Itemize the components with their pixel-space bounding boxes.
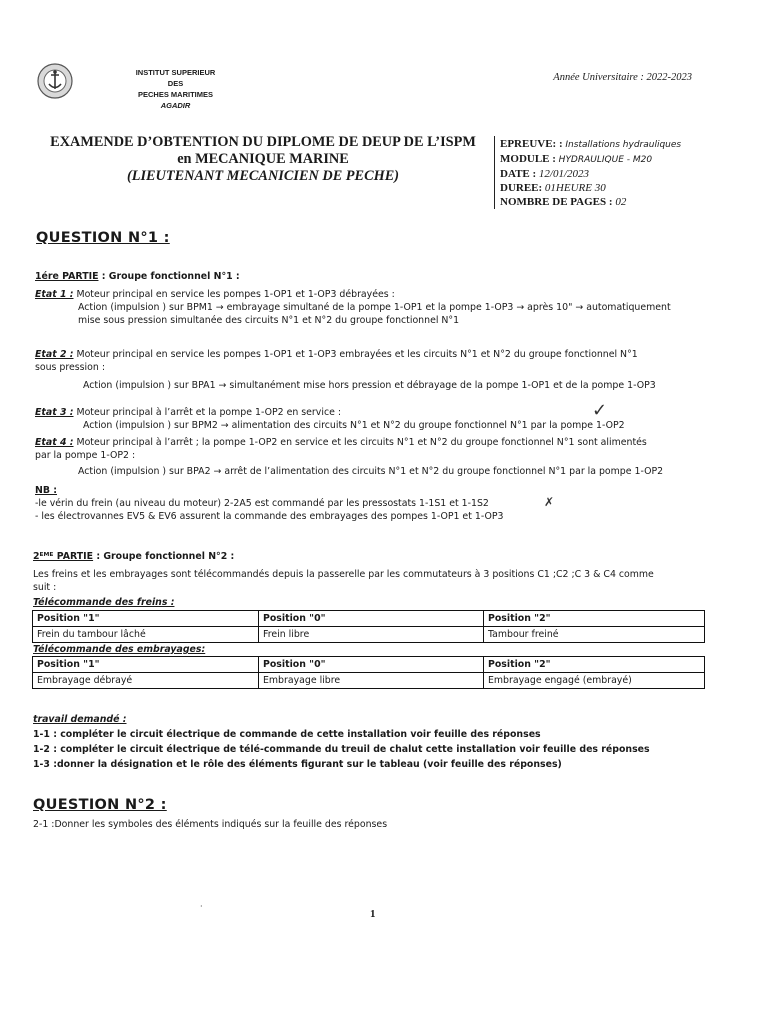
etat-2: Etat 2 : Moteur principal en service les pompes 1-OP1 et 1-OP3 embrayées et les circuits N°1 et N°2 du groupe fonctionnel N°1 sous pression : Action (impulsion ) sur BPA1 → simultanément mise hors pression et débrayage de la pompe 1-OP1 et de la pompe 1-OP3 [35,349,656,391]
institute-name: INSTITUT SUPERIEUR DES PECHES MARITIMES AGADIR [135,68,216,110]
part-2-heading: 2ᴱᴹᴱ PARTIE : Groupe fonctionnel N°2 : [33,551,235,562]
academic-year: Année Universitaire : 2022-2023 [553,72,692,83]
table-cell: Embrayage engagé (embrayé) [484,673,705,689]
cross-annotation: ✗ [544,495,555,509]
checkmark-annotation: ✓ [592,400,608,421]
embrayages-table-label: Télécommande des embrayages: [33,644,206,655]
etat-4: Etat 4 : Moteur principal à l’arrêt ; la pompe 1-OP2 en service et les circuits N°1 et N°2 du groupe fonctionnel N°1 sont alimentés par la pompe 1-OP2 : Action (impulsion ) sur BPA2 → arrêt de l’alimentation des circuits N°1 et N°2 du groupe fonctionnel N°1 par la pompe 1-OP2 [35,437,664,477]
table-header: Position "1" [33,611,259,627]
table-header: Position "0" [259,611,484,627]
question-2-text: 2-1 :Donner les symboles des éléments indiqués sur la feuille des réponses [33,819,388,830]
freins-table-label: Télécommande des freins : [33,597,175,608]
nb-notes: NB : -le vérin du frein (au niveau du moteur) 2-2A5 est commandé par les pressostats 1-1S1 et 1-1S2 - les électrovannes EV5 & EV6 assurent la commande des embrayages des pompes 1-OP1 et 1-OP3 [35,485,504,522]
question-1-heading: QUESTION N°1 : [36,230,170,246]
table-header: Position "1" [33,657,259,673]
etat-3: Etat 3 : Moteur principal à l’arrêt et la pompe 1-OP2 en service : Action (impulsion ) sur BPM2 → alimentation des circuits N°1 et N°2 du groupe fonctionnel N°1 par la pompe 1-OP2 [35,407,625,431]
freins-table [32,610,705,643]
table-cell: Frein du tambour lâché [33,627,259,643]
part-2-intro: Les freins et les embrayages sont télécommandés depuis la passerelle par les commutateurs à 3 positions C1 ;C2 ;C 3 & C4 comme suit : [33,569,654,593]
exam-meta: EPREUVE: : Installations hydrauliques MODULE : HYDRAULIQUE - M20 DATE : 12/01/2023 DUREE: 01HEURE 30 NOMBRE DE PAGES : 02 [500,138,682,208]
table-cell: Frein libre [259,627,484,643]
exam-title: EXAMENDE D’OBTENTION DU DIPLOME DE DEUP DE L’ISPM en MECANIQUE MARINE (LIEUTENANT MECANICIEN DE PECHE) [50,134,476,184]
table-cell: Embrayage débrayé [33,673,259,689]
part-1-heading: 1ére PARTIE : Groupe fonctionnel N°1 : [35,271,240,282]
embrayages-table [32,656,705,689]
header-divider [494,136,495,209]
travail-demande: travail demandé : 1-1 : compléter le circuit électrique de commande de cette installation voir feuille des réponses 1-2 : compléter le circuit électrique de télé-commande du treuil de chalut cette installation voir feuille des réponses 1-3 :donner la désignation et le rôle des éléments figurant sur le tableau (voir feuille des réponses) [33,714,650,770]
question-2-heading: QUESTION N°2 : [33,797,167,813]
table-header: Position "0" [259,657,484,673]
etat-1: Etat 1 : Moteur principal en service les pompes 1-OP1 et 1-OP3 débrayées : Action (impulsion ) sur BPM1 → embrayage simultané de la pompe 1-OP1 et la pompe 1-OP3 → après 10" → automatiquement mise sous pression simultanée des circuits N°1 et N°2 du groupe fonctionnel N°1 [35,289,671,326]
table-header: Position "2" [484,611,705,627]
institute-logo [36,62,74,100]
table-header: Position "2" [484,657,705,673]
table-cell: Embrayage libre [259,673,484,689]
stray-mark: · [200,902,203,911]
table-cell: Tambour freiné [484,627,705,643]
page-number: 1 [370,908,376,920]
